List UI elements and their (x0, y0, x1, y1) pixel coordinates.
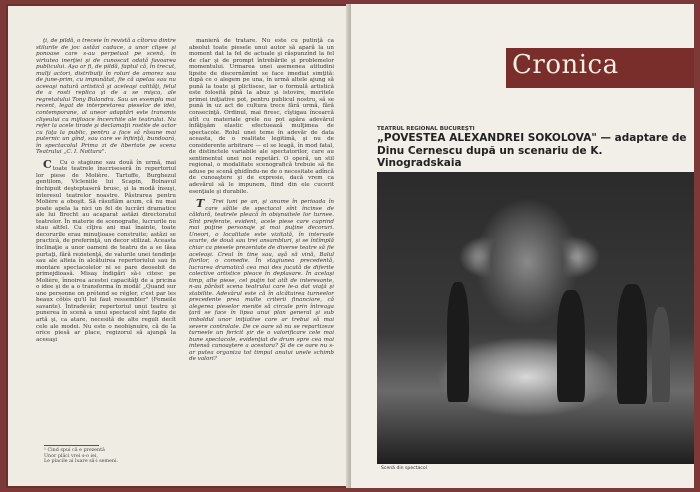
left-column-2 (189, 38, 334, 367)
footnotes (44, 448, 144, 465)
paragraph: manieră de tratare. Nu este cu putinţă ca absolut toate piesele unui autor să apară la un moment dat la fel de actuale şi răspunzînd la fel de clar şi de prompt întrebările şi problemelor momentului. Urmarea unei asemenea atitudini lipsite de discernămînt se face imediat simţită: după ce o alegem pe una, în urmă altele ajung să pună la toate şi plictisesc, iar o formulă artistică este folosită pînă la abuz şi istovire, meritele primei iniţiative pot, pentru publicul nostru, să se pună în uz act de cultura trece fără urmă, fără consecinţă. Ordinul, mai firesc, cîştigau încearcă atît cu materiale grele nu pot apăra adevărul înfăţişăm elastic efectuează mulţimea de spectacole. Rolul unei teme în adevăr de data aceasta, de o realitate legitimă, şi nu de considerente arbitrare — el se leagă, în mod fatal, de distinctele variabile ale spectatorilor, care au sentimentul unei noi repetări. O operă, un stil regional, o modalitate scenografică trebuie să fie aduse pe scenă ghidîndu-ne de o necesitate adîncă de cunoaştere şi de expresie, dacă vrem ca adevărul să le impunem, fiind din ele cucerit esenţiale şi durabile. (189, 38, 334, 195)
footnote-line: Le placile ai luare să-i semeni. (44, 459, 119, 465)
magazine-spread (6, 4, 694, 488)
section-title: Cronica (512, 50, 619, 80)
stage-photo (377, 172, 694, 464)
footnote-rule (44, 445, 99, 446)
actor-figure (557, 290, 585, 402)
article-headline: „POVESTEA ALEXANDREI SOKOLOVA" — adaptare de Dinu Cernescu după un scenariu de K. Vinogradskaia (377, 132, 687, 169)
left-column-1 (36, 38, 176, 347)
article-kicker: TEATRUL REGIONAL BUCUREŞTI (377, 126, 475, 132)
footnote-line: Unor plăci vrei s-o iei, (44, 453, 98, 459)
paragraph-text: Cu o stagiune sau două în urmă, mai toate teatrele înscriseseră în repertoriul lor piese de Molière. Tartuffe, Burghezul gentilom, Vicleniile lui Scapin, Bolnavul închipuit deşteptaseră brusc, şi la modă însuşi, interesul teatrelor noastre. Păstrarea pentru Molière a oboşit. Să răsuflăm acum, că nu mai poate apela la nici un fel de lucrări dramatice ale lui Brecht au acaparat astăzi directoratul teatrelor. În materie de scenografie, lucrurile nu stau altfel. Cu cîţiva ani mai înainte, toate decorurile erau minuţioase construite; astăzi se practică, de preferinţă, un decor stilizat. Aceasta înclinaţie a unor oameni de teatru de a se lăsa purtaţi, fără rezistenţă, de valurile unei tendinţe sau ale alteia în alcătuirea repertoriului sau în montare spectacolelor ni se pare deosebit de primejdioasă. Misaş îndigări să-i citesc pe Molière, înnoirea acestei capacităţi de a pricina o idee şi de a o transforma în modă! „Quand sur une personne on prétend se régler, c'est par les beaux côtés qu'il lui faut ressembler" (Femeile savante). Întradevăr, repertoriul unui teatru şi punerea în scenă a unui spectacol sînt fapte de artă şi, ca atare, necesită de alte reguli decît cele ale modei. Nu este o neobişnuire, că de la orice piesă ar place, regizorul să ajungă la aceeaşi (36, 159, 176, 343)
paragraph-text: Trei luni pe an, şi anume în perioada în care sălile de spectacol sînt încinse de căldură, teatrele pleacă în obişnuitele lor turnee. Sînt preferate, evident, acele piese care cuprind mai puţine personaje şi mai puţine decoruri. Uneori, o localitate este vizitată, în intervale scurte, de două sau trei ansambluri, şi se întîmplă chiar ca piesele prezentate de diverse teatre să fie aceleaşi. Creul în tine sau, aşă să vină, Balul florilor, o comedie. În stagiunea precedentă, lucrarea dramatică cea mai des jucată de diferite colective artistice pleace în deplasare. În acelaşi timp, alte piese, cel puţin tot atît de interesante, n-au părăsit scena teatrului care le-a dat viaţă şi stabilite. Adevărul este că în alcătuirea turneelor precedente prea multe criterii financiare, că alegerea pieselor menite să circule prin întreaga ţară se face în lipsa unui plan general şi sub imboldul unor iniţiative care ar trebui să mai severe controlate. De ce oare să nu se repartizeze turneele un fericit şir de o valorificare cele mai bune spectacole, evidenţiat de drum spre cea mai intensă cunoaştere a acestora? Şi de ce oare nu s-ar putea organiza tot timpul anului unele schimb de valori? (189, 199, 334, 363)
drop-cap: T (196, 197, 205, 211)
actor-figure (447, 282, 469, 402)
paragraph: ţi, de pildă, o treceie în revistă a cîtorva dintre stilurile de joc astăzi caduce, a unor clişee şi ponoase care s-au perpetuat pe scenă, în virtutea inerţiei şi de cunoscut odată favoarea publicului. Aşa ar fi, de pildă, faptul că, în trecut, mulţi actori, distribuiţi în roluri de amorez sau de june-prim, cu impunătat, fie că apelau sau nu aceeaşi natură artistică şi aceleaşi calităţi, felul de a rosti replica şi de a se mişca, ale regretatului Tony Bulandra. Sau un exemplu mai recent, legat de interpretarea pieselor de idei, contemporane, al uneor adaptări este transmis clişeului cu mijloace încerchite ale teatrului. Nu refer la acele tirade şi declamaţii rostite de actor cu faţa la public, pentru a face să răsune mai puternic un gînd, sau care se înfiinţă, bundoará, în spectacolul Prima zi de libertate pe scena Teatrului „C. I. Nottara". (36, 38, 176, 156)
footnote-line: ¹ Cind spui că e prezentă (44, 448, 105, 453)
left-page (6, 4, 349, 488)
paragraph (189, 199, 334, 363)
photo-caption: Scenă din spectacol (381, 466, 427, 471)
right-page (351, 4, 694, 488)
drop-cap: C (43, 157, 52, 171)
paragraph (36, 157, 176, 343)
actor-figure (617, 284, 647, 404)
section-header (506, 48, 694, 88)
actor-figure (652, 307, 670, 402)
